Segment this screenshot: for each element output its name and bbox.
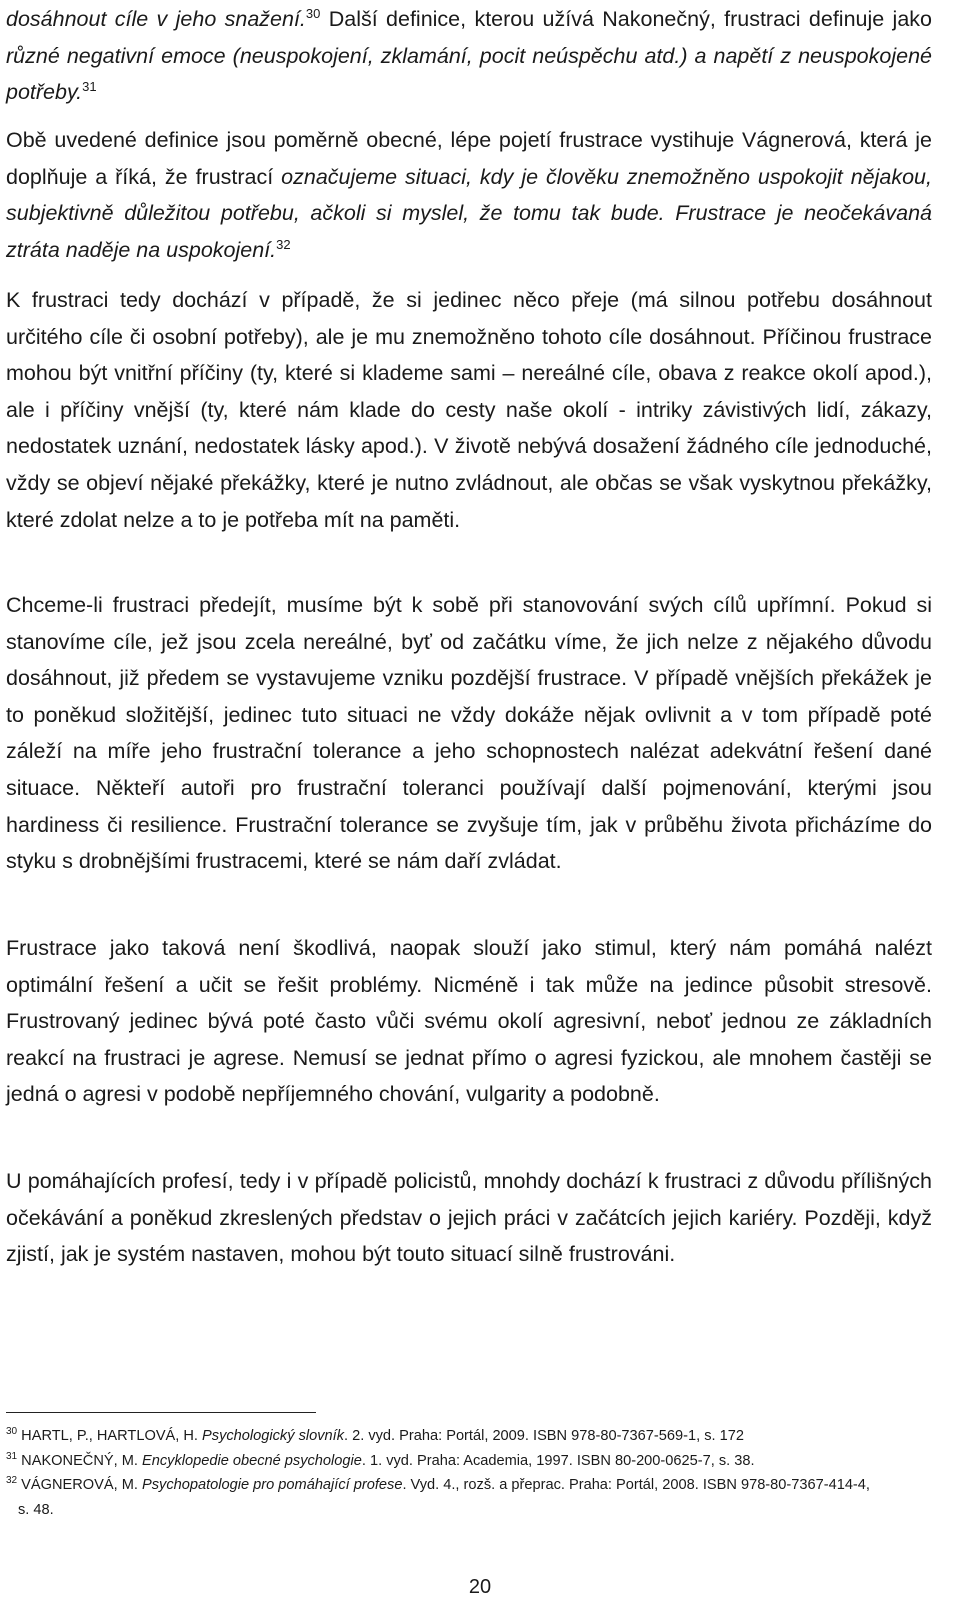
footnote-ref[interactable]: 31 [82,79,97,95]
footnote-text: HARTL, P., HARTLOVÁ, H. [17,1428,203,1444]
body-text: Obě uvedené definice jsou poměrně obecné, lépe pojetí frustrace vystihuje Vágnerová, která je doplňuje a říká, že frustrací [6,128,932,189]
footnotes [6,1424,932,1522]
footnote [6,1473,932,1522]
footnote-text: NAKONEČNÝ, M. [17,1452,142,1469]
footnote-text: VÁGNEROVÁ, M. [17,1477,143,1493]
footnote-text: . 2. vyd. Praha: Portál, 2009. ISBN 978-80-7367-569-1, s. 172 [344,1428,744,1444]
footnote-title: Psychopatologie pro pomáhající profese [142,1477,403,1493]
footnote [6,1424,932,1449]
body-text: Další definice, kterou užívá Nakonečný, frustraci definuje jako [320,7,933,31]
footnote-title: Encyklopedie obecné psychologie [142,1452,362,1469]
paragraph [6,122,932,268]
footnote-number: 31 [6,1450,18,1462]
paragraph: U pomáhajících profesí, tedy i v případě policistů, mnohdy dochází k frustraci z důvodu přílišných očekávání a poněkud zkreslených představ o jejich práci v začátcích jejich kariéry. Později, když zjistí, jak je systém nastaven, mohou být touto situací silně frustrováni. [6,1169,932,1267]
paragraph [6,1,932,111]
italic-text: různé negativní emoce (neuspokojení, zklamání, pocit neúspěchu atd.) a napětí z neuspokojené potřeby. [6,43,932,105]
footnote-ref[interactable]: 32 [276,236,291,252]
footnote-title: Psychologický slovník [202,1428,344,1444]
footnote-number: 30 [6,1426,18,1438]
footnote-ref[interactable]: 30 [305,5,321,21]
footnote-number: 32 [6,1475,18,1487]
footnote-text: . Vyd. 4., rozš. a přeprac. Praha: Portál, 2008. ISBN 978-80-7367-414-4, [402,1477,870,1493]
italic-text: dosáhnout cíle v jeho snažení. [6,7,306,31]
footnote [6,1449,932,1474]
footnote-text: . 1. vyd. Praha: Academia, 1997. ISBN 80-200-0625-7, s. 38. [361,1452,755,1469]
italic-text: označujeme situaci, kdy je člověku znemožněno uspokojit nějakou, subjektivně důležitou potřebu, ačkoli si myslel, že tomu tak bude. Frustrace je neočekávaná ztráta naděje na uspokojení. [6,164,932,262]
footnote-separator [6,1412,316,1413]
footnote-continuation: s. 48. [18,1501,54,1518]
paragraph: Chceme-li frustraci předejít, musíme být k sobě při stanovování svých cílů upřímní. Pokud si stanovíme cíle, jež jsou zcela nereálné, byť od začátku víme, že jich nelze z nějakého důvodu dosáhnout, již předem se vystavujeme vzniku pozdější frustrace. V případě vnějších překážek je to poněkud složitější, jedinec tuto situaci ne vždy dokáže nějak ovlivnit a v tom případě poté záleží na míře jeho frustrační tolerance a jeho schopnostech nalézat adekvátní řešení dané situace. Někteří autoři pro frustrační toleranci používají další pojmenování, kterými jsou hardiness či resilience. Frustrační tolerance se zvyšuje tím, jak v průběhu života přicházíme do styku s drobnějšími frustracemi, které se nám daří zvládat. [6,593,932,874]
paragraph: K frustraci tedy dochází v případě, že si jedinec něco přeje (má silnou potřebu dosáhnout určitého cíle či osobní potřeby), ale je mu znemožněno tohoto cíle dosáhnout. Příčinou frustrace mohou být vnitřní příčiny (ty, které si klademe sami – nereálné cíle, obava z reakce okolí apod.), ale i příčiny vnější (ty, které nám klade do cesty naše okolí - intriky závistivých lidí, zákazy, nedostatek uznání, nedostatek lásky apod.). V životě nebývá dosažení žádného cíle jednoduché, vždy se objeví nějaké překážky, které je nutno zvládnout, ale občas se však vyskytnou překážky, které zdolat nelze a to je potřeba mít na paměti. [6,288,932,532]
paragraph: Frustrace jako taková není škodlivá, naopak slouží jako stimul, který nám pomáhá nalézt optimální řešení a učit se řešit problémy. Nicméně i tak může na jedince působit stresově. Frustrovaný jedinec bývá poté často vůči svému okolí agresivní, neboť jednou ze základních reakcí na frustraci je agrese. Nemusí se jednat přímo o agresi fyzickou, ale mnohem častěji se jedná o agresi v podobě nepříjemného chování, vulgarity a podobně. [6,936,932,1107]
page-number: 20 [468,1576,492,1598]
